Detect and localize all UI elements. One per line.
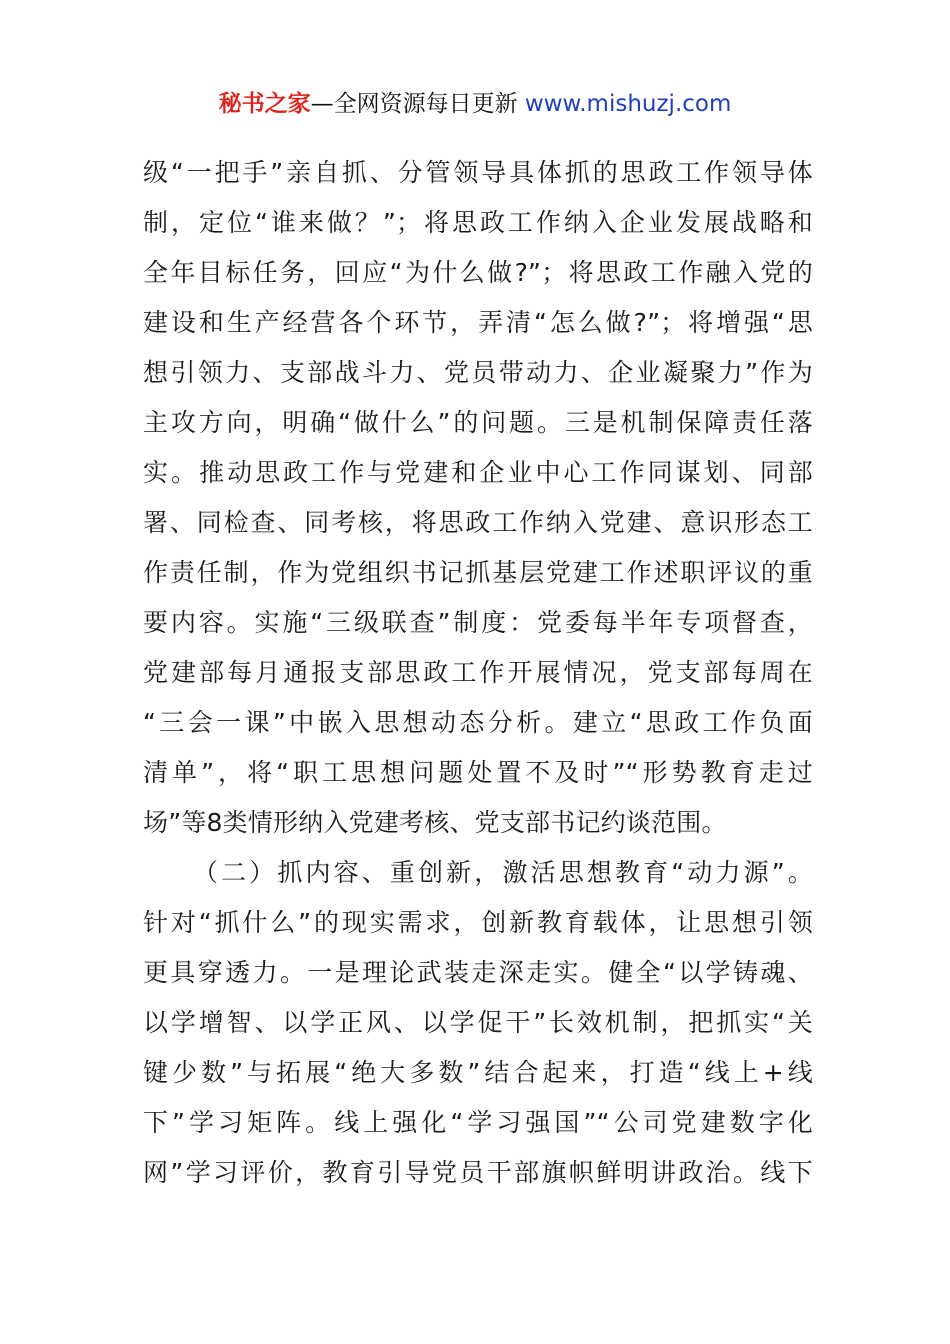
text-line: 制，定位“谁来做？”；将思政工作纳入企业发展战略和	[143, 208, 813, 237]
text-line: 署、同检查、同考核，将思政工作纳入党建、意识形态工	[143, 508, 813, 537]
site-url[interactable]: www.mishuzj.com	[524, 91, 732, 117]
text-line: 级“一把手”亲自抓、分管领导具体抓的思政工作领导体	[143, 158, 813, 187]
text-line: 主攻方向，明确“做什么”的问题。三是机制保障责任落	[143, 408, 813, 437]
text-line: 更具穿透力。一是理论武装走深走实。健全“以学铸魂、	[143, 958, 813, 987]
text-line: 场”等8类情形纳入党建考核、党支部书记约谈范围。	[143, 808, 727, 837]
page-header	[0, 86, 950, 122]
section-heading-line: （二）抓内容、重创新，激活思想教育“动力源”。	[193, 858, 813, 887]
paragraph-2	[143, 848, 813, 1198]
text-line: 键少数”与拓展“绝大多数”结合起来，打造“线上+线	[143, 1058, 813, 1087]
text-line: 作责任制，作为党组织书记抓基层党建工作述职评议的重	[143, 558, 813, 587]
text-line: 网”学习评价，教育引导党员干部旗帜鲜明讲政治。线下	[143, 1158, 813, 1187]
text-line: 全年目标任务，回应“为什么做?”；将思政工作融入党的	[143, 258, 813, 287]
text-line: 以学增智、以学正风、以学促干”长效机制，把抓实“关	[143, 1008, 813, 1037]
text-line: 下”学习矩阵。线上强化“学习强国”“公司党建数字化	[143, 1108, 813, 1137]
text-line: 党建部每月通报支部思政工作开展情况，党支部每周在	[143, 658, 813, 687]
text-line: 实。推动思政工作与党建和企业中心工作同谋划、同部	[143, 458, 813, 487]
text-line: 建设和生产经营各个环节，弄清“怎么做?”；将增强“思	[143, 308, 813, 337]
text-line: 清单”，将“职工思想问题处置不及时”“形势教育走过	[143, 758, 813, 787]
paragraph-1	[143, 148, 813, 848]
brand-name: 秘书之家	[218, 91, 311, 117]
text-line: 针对“抓什么”的现实需求，创新教育载体，让思想引领	[143, 908, 813, 937]
text-line: 想引领力、支部战斗力、党员带动力、企业凝聚力”作为	[143, 358, 813, 387]
header-tagline: —全网资源每日更新	[310, 91, 525, 117]
text-line: “三会一课”中嵌入思想动态分析。建立“思政工作负面	[143, 708, 813, 737]
document-body	[143, 148, 813, 1198]
text-line: 要内容。实施“三级联查”制度：党委每半年专项督查，	[143, 608, 813, 637]
